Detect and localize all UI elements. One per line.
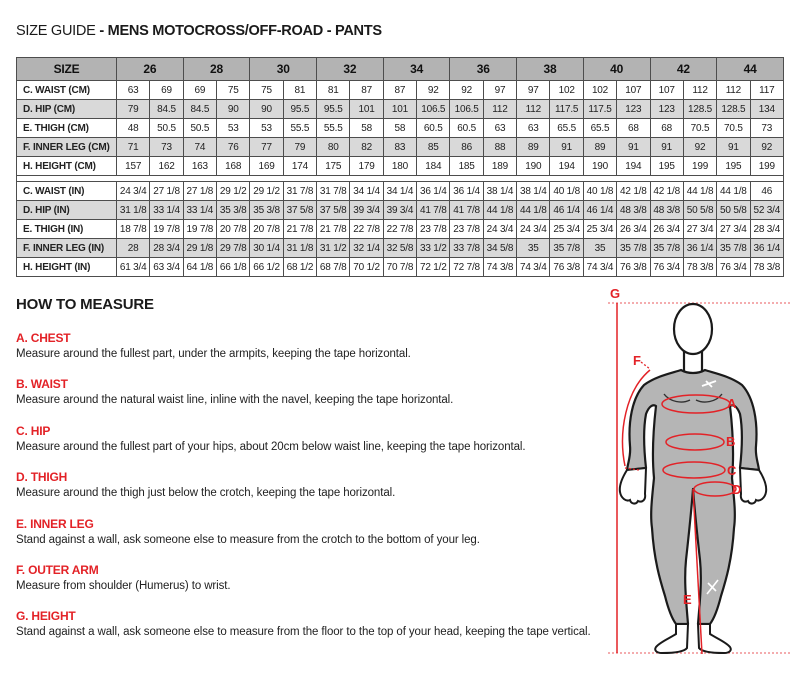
size-value-cell: 33 1/2	[417, 239, 450, 258]
size-value-cell: 194	[550, 157, 583, 176]
size-value-cell: 31 1/8	[117, 201, 150, 220]
size-value-cell: 22 7/8	[383, 220, 416, 239]
table-row	[17, 157, 784, 176]
size-value-cell: 35 7/8	[717, 239, 750, 258]
measure-section-label: E. INNER LEG	[16, 516, 94, 531]
size-header-26: 26	[117, 58, 184, 81]
row-label: E. THIGH (IN)	[17, 220, 117, 239]
size-value-cell: 112	[483, 100, 516, 119]
size-value-cell: 61 3/4	[117, 258, 150, 277]
size-value-cell: 68 1/2	[283, 258, 316, 277]
size-value-cell: 107	[617, 81, 650, 100]
size-value-cell: 92	[750, 138, 783, 157]
size-value-cell: 18 7/8	[117, 220, 150, 239]
size-value-cell: 162	[150, 157, 183, 176]
size-value-cell: 64 1/8	[183, 258, 216, 277]
measure-section	[16, 424, 616, 454]
size-value-cell: 44 1/8	[483, 201, 516, 220]
measure-section	[16, 377, 616, 407]
figure-label-height: G	[610, 286, 621, 301]
size-header-36: 36	[450, 58, 517, 81]
size-value-cell: 73	[750, 119, 783, 138]
size-header-40: 40	[583, 58, 650, 81]
size-value-cell: 91	[650, 138, 683, 157]
size-value-cell: 81	[283, 81, 316, 100]
size-value-cell: 36 1/4	[683, 239, 716, 258]
figure-label-chest: A	[727, 396, 737, 411]
size-value-cell: 128.5	[683, 100, 716, 119]
size-value-cell: 66 1/8	[217, 258, 250, 277]
size-value-cell: 69	[150, 81, 183, 100]
size-value-cell: 30 1/4	[250, 239, 283, 258]
size-value-cell: 184	[417, 157, 450, 176]
size-value-cell: 65.5	[583, 119, 616, 138]
size-value-cell: 46 1/4	[550, 201, 583, 220]
size-value-cell: 90	[217, 100, 250, 119]
size-value-cell: 55.5	[283, 119, 316, 138]
measure-section-label: G. HEIGHT	[16, 609, 76, 624]
size-value-cell: 112	[717, 81, 750, 100]
row-label: H. HEIGHT (IN)	[17, 258, 117, 277]
size-value-cell: 52 3/4	[750, 201, 783, 220]
size-value-cell: 24 3/4	[483, 220, 516, 239]
size-value-cell: 95.5	[317, 100, 350, 119]
size-value-cell: 63	[117, 81, 150, 100]
size-value-cell: 48 3/8	[617, 201, 650, 220]
size-value-cell: 102	[583, 81, 616, 100]
size-value-cell: 21 7/8	[283, 220, 316, 239]
size-value-cell: 91	[717, 138, 750, 157]
measure-section	[16, 563, 616, 593]
size-value-cell: 35	[517, 239, 550, 258]
size-value-cell: 175	[317, 157, 350, 176]
size-corner-header: SIZE	[17, 58, 117, 81]
size-value-cell: 24 3/4	[517, 220, 550, 239]
measurement-figure	[586, 282, 798, 677]
size-value-cell: 77	[250, 138, 283, 157]
size-value-cell: 35 3/8	[250, 201, 283, 220]
size-value-cell: 84.5	[150, 100, 183, 119]
size-value-cell: 86	[450, 138, 483, 157]
size-value-cell: 134	[750, 100, 783, 119]
how-to-measure-sections	[16, 331, 616, 640]
size-value-cell: 112	[517, 100, 550, 119]
size-value-cell: 78 3/8	[683, 258, 716, 277]
size-value-cell: 91	[550, 138, 583, 157]
table-row	[17, 201, 784, 220]
size-value-cell: 92	[450, 81, 483, 100]
size-value-cell: 101	[350, 100, 383, 119]
size-value-cell: 80	[317, 138, 350, 157]
size-value-cell: 63 3/4	[150, 258, 183, 277]
size-value-cell: 29 1/8	[183, 239, 216, 258]
size-value-cell: 53	[250, 119, 283, 138]
size-value-cell: 185	[450, 157, 483, 176]
row-label: D. HIP (CM)	[17, 100, 117, 119]
size-value-cell: 112	[683, 81, 716, 100]
size-value-cell: 31 1/2	[317, 239, 350, 258]
size-value-cell: 35 3/8	[217, 201, 250, 220]
size-value-cell: 53	[217, 119, 250, 138]
measure-section-text: Stand against a wall, ask someone else to measure from the floor to the top of your head, keeping the tape vertical.	[16, 626, 591, 639]
size-value-cell: 48	[117, 119, 150, 138]
size-value-cell: 36 1/4	[450, 182, 483, 201]
size-table-container	[16, 57, 784, 277]
size-value-cell: 84.5	[183, 100, 216, 119]
size-value-cell: 37 5/8	[283, 201, 316, 220]
measure-section-label: B. WAIST	[16, 377, 68, 392]
size-value-cell: 76 3/4	[717, 258, 750, 277]
size-value-cell: 20 7/8	[250, 220, 283, 239]
size-value-cell: 107	[650, 81, 683, 100]
size-value-cell: 24 3/4	[117, 182, 150, 201]
size-value-cell: 44 1/8	[717, 182, 750, 201]
size-value-cell: 41 7/8	[450, 201, 483, 220]
size-value-cell: 85	[417, 138, 450, 157]
size-value-cell: 63	[483, 119, 516, 138]
measure-section-label: A. CHEST	[16, 331, 71, 345]
size-value-cell: 39 3/4	[350, 201, 383, 220]
size-value-cell: 174	[283, 157, 316, 176]
size-value-cell: 68	[617, 119, 650, 138]
size-value-cell: 55.5	[317, 119, 350, 138]
size-value-cell: 26 3/4	[650, 220, 683, 239]
row-label: D. HIP (IN)	[17, 201, 117, 220]
size-value-cell: 50 5/8	[683, 201, 716, 220]
row-label: E. THIGH (CM)	[17, 119, 117, 138]
size-value-cell: 28 3/4	[750, 220, 783, 239]
size-value-cell: 50.5	[183, 119, 216, 138]
size-value-cell: 50 5/8	[717, 201, 750, 220]
size-value-cell: 79	[117, 100, 150, 119]
figure-label-waist: B	[726, 434, 736, 449]
size-header-32: 32	[317, 58, 384, 81]
size-value-cell: 75	[217, 81, 250, 100]
measure-section	[16, 609, 616, 639]
size-value-cell: 36 1/4	[750, 239, 783, 258]
size-value-cell: 63	[517, 119, 550, 138]
size-value-cell: 33 1/4	[183, 201, 216, 220]
measure-section	[16, 331, 616, 361]
size-value-cell: 76 3/4	[650, 258, 683, 277]
table-row	[17, 81, 784, 100]
figure-foot-right	[698, 624, 731, 653]
size-value-cell: 70.5	[717, 119, 750, 138]
figure-label-inner-leg: E	[683, 592, 692, 607]
size-value-cell: 81	[317, 81, 350, 100]
size-value-cell: 72 1/2	[417, 258, 450, 277]
size-value-cell: 19 7/8	[150, 220, 183, 239]
size-value-cell: 72 7/8	[450, 258, 483, 277]
figure-hand-right	[740, 468, 766, 504]
size-value-cell: 40 1/8	[583, 182, 616, 201]
size-header-38: 38	[517, 58, 584, 81]
size-value-cell: 60.5	[450, 119, 483, 138]
table-row	[17, 119, 784, 138]
size-value-cell: 199	[683, 157, 716, 176]
table-header-row	[17, 58, 784, 81]
size-value-cell: 34 5/8	[483, 239, 516, 258]
size-value-cell: 195	[650, 157, 683, 176]
size-value-cell: 195	[717, 157, 750, 176]
size-value-cell: 179	[350, 157, 383, 176]
body-diagram	[586, 282, 798, 677]
size-value-cell: 20 7/8	[217, 220, 250, 239]
size-value-cell: 189	[483, 157, 516, 176]
measure-section	[16, 517, 616, 547]
size-value-cell: 38 1/4	[483, 182, 516, 201]
size-table	[16, 57, 784, 277]
size-value-cell: 190	[583, 157, 616, 176]
size-value-cell: 35 7/8	[617, 239, 650, 258]
size-value-cell: 48 3/8	[650, 201, 683, 220]
size-value-cell: 27 1/8	[183, 182, 216, 201]
size-value-cell: 92	[417, 81, 450, 100]
size-value-cell: 69	[183, 81, 216, 100]
size-value-cell: 32 5/8	[383, 239, 416, 258]
size-value-cell: 21 7/8	[317, 220, 350, 239]
size-value-cell: 66 1/2	[250, 258, 283, 277]
size-value-cell: 60.5	[417, 119, 450, 138]
size-value-cell: 83	[383, 138, 416, 157]
size-value-cell: 106.5	[450, 100, 483, 119]
size-value-cell: 39 3/4	[383, 201, 416, 220]
table-row	[17, 138, 784, 157]
size-value-cell: 190	[517, 157, 550, 176]
size-header-28: 28	[183, 58, 250, 81]
size-value-cell: 65.5	[550, 119, 583, 138]
size-value-cell: 90	[250, 100, 283, 119]
size-value-cell: 117	[750, 81, 783, 100]
size-value-cell: 76	[217, 138, 250, 157]
row-label: C. WAIST (IN)	[17, 182, 117, 201]
size-value-cell: 44 1/8	[683, 182, 716, 201]
size-value-cell: 31 7/8	[283, 182, 316, 201]
size-value-cell: 35 7/8	[650, 239, 683, 258]
size-value-cell: 46	[750, 182, 783, 201]
size-value-cell: 26 3/4	[617, 220, 650, 239]
page-title-prefix: SIZE GUIDE	[16, 22, 100, 39]
size-value-cell: 70 7/8	[383, 258, 416, 277]
size-value-cell: 79	[283, 138, 316, 157]
measure-section	[16, 470, 616, 500]
size-value-cell: 76 3/8	[617, 258, 650, 277]
size-value-cell: 73	[150, 138, 183, 157]
size-value-cell: 117.5	[550, 100, 583, 119]
size-value-cell: 35	[583, 239, 616, 258]
size-value-cell: 27 1/8	[150, 182, 183, 201]
figure-hand-left	[620, 468, 646, 504]
size-value-cell: 34 1/4	[383, 182, 416, 201]
table-row	[17, 239, 784, 258]
table-row	[17, 258, 784, 277]
size-value-cell: 28 3/4	[150, 239, 183, 258]
table-row	[17, 100, 784, 119]
size-value-cell: 123	[617, 100, 650, 119]
figure-head	[674, 304, 712, 354]
size-value-cell: 87	[350, 81, 383, 100]
outer-arm-dash-top	[641, 362, 650, 369]
size-header-34: 34	[383, 58, 450, 81]
size-value-cell: 38 1/4	[517, 182, 550, 201]
size-value-cell: 95.5	[283, 100, 316, 119]
size-value-cell: 74 3/4	[517, 258, 550, 277]
size-value-cell: 27 3/4	[717, 220, 750, 239]
size-value-cell: 29 7/8	[217, 239, 250, 258]
size-value-cell: 23 7/8	[450, 220, 483, 239]
size-value-cell: 87	[383, 81, 416, 100]
size-value-cell: 194	[617, 157, 650, 176]
size-value-cell: 28	[117, 239, 150, 258]
page-title	[16, 22, 382, 39]
size-value-cell: 70 1/2	[350, 258, 383, 277]
size-value-cell: 31 1/8	[283, 239, 316, 258]
size-value-cell: 68	[650, 119, 683, 138]
row-label: H. HEIGHT (CM)	[17, 157, 117, 176]
size-value-cell: 32 1/4	[350, 239, 383, 258]
how-to-measure-heading: HOW TO MEASURE	[16, 296, 154, 313]
measure-section-text: Measure around the fullest part of your hips, about 20cm below waist line, keeping the tape horizontal.	[16, 440, 526, 453]
measure-section-text: Stand against a wall, ask someone else to measure from the crotch to the bottom of your leg.	[16, 533, 480, 546]
size-value-cell: 36 1/4	[417, 182, 450, 201]
size-value-cell: 58	[383, 119, 416, 138]
size-value-cell: 19 7/8	[183, 220, 216, 239]
size-value-cell: 82	[350, 138, 383, 157]
measure-section-text: Measure around the thigh just below the crotch, keeping the tape horizontal.	[16, 487, 396, 500]
size-value-cell: 50.5	[150, 119, 183, 138]
size-value-cell: 22 7/8	[350, 220, 383, 239]
size-value-cell: 68 7/8	[317, 258, 350, 277]
size-value-cell: 75	[250, 81, 283, 100]
size-value-cell: 89	[583, 138, 616, 157]
size-value-cell: 106.5	[417, 100, 450, 119]
table-row	[17, 182, 784, 201]
size-value-cell: 71	[117, 138, 150, 157]
how-to-measure	[16, 296, 616, 656]
size-value-cell: 34 1/4	[350, 182, 383, 201]
size-value-cell: 33 7/8	[450, 239, 483, 258]
figure-label-outer-arm: F	[633, 353, 641, 368]
size-value-cell: 23 7/8	[417, 220, 450, 239]
size-value-cell: 123	[650, 100, 683, 119]
size-value-cell: 169	[250, 157, 283, 176]
size-value-cell: 37 5/8	[317, 201, 350, 220]
table-row	[17, 220, 784, 239]
size-value-cell: 29 1/2	[217, 182, 250, 201]
size-value-cell: 76 3/8	[550, 258, 583, 277]
row-label: F. INNER LEG (IN)	[17, 239, 117, 258]
measure-section-text: Measure around the fullest part, under the armpits, keeping the tape horizontal.	[16, 348, 411, 360]
size-value-cell: 33 1/4	[150, 201, 183, 220]
size-value-cell: 128.5	[717, 100, 750, 119]
size-value-cell: 41 7/8	[417, 201, 450, 220]
size-header-42: 42	[650, 58, 717, 81]
size-value-cell: 163	[183, 157, 216, 176]
size-value-cell: 58	[350, 119, 383, 138]
size-value-cell: 97	[483, 81, 516, 100]
size-value-cell: 70.5	[683, 119, 716, 138]
measure-section-label: D. THIGH	[16, 470, 68, 485]
size-value-cell: 31 7/8	[317, 182, 350, 201]
size-header-44: 44	[717, 58, 784, 81]
measure-section-label: F. OUTER ARM	[16, 562, 99, 577]
size-value-cell: 74 3/8	[483, 258, 516, 277]
size-value-cell: 42 1/8	[650, 182, 683, 201]
size-value-cell: 74	[183, 138, 216, 157]
figure-foot-left	[655, 624, 688, 653]
size-value-cell: 25 3/4	[550, 220, 583, 239]
size-value-cell: 74 3/4	[583, 258, 616, 277]
size-value-cell: 199	[750, 157, 783, 176]
size-value-cell: 92	[683, 138, 716, 157]
size-value-cell: 46 1/4	[583, 201, 616, 220]
row-label: C. WAIST (CM)	[17, 81, 117, 100]
figure-label-hip: C	[727, 463, 737, 478]
size-value-cell: 44 1/8	[517, 201, 550, 220]
size-value-cell: 91	[617, 138, 650, 157]
size-value-cell: 27 3/4	[683, 220, 716, 239]
row-label: F. INNER LEG (CM)	[17, 138, 117, 157]
size-value-cell: 101	[383, 100, 416, 119]
size-value-cell: 78 3/8	[750, 258, 783, 277]
size-value-cell: 40 1/8	[550, 182, 583, 201]
size-header-30: 30	[250, 58, 317, 81]
measure-section-label: C. HIP	[16, 423, 51, 438]
size-value-cell: 102	[550, 81, 583, 100]
figure-label-thigh: D	[732, 482, 742, 497]
size-value-cell: 88	[483, 138, 516, 157]
page-title-main: - MENS MOTOCROSS/OFF-ROAD - PANTS	[99, 22, 382, 39]
measure-section-text: Measure around the natural waist line, inline with the navel, keeping the tape horizontal.	[16, 394, 454, 407]
measure-section-text: Measure from shoulder (Humerus) to wrist.	[16, 579, 231, 592]
size-value-cell: 157	[117, 157, 150, 176]
size-value-cell: 29 1/2	[250, 182, 283, 201]
size-value-cell: 25 3/4	[583, 220, 616, 239]
size-value-cell: 180	[383, 157, 416, 176]
size-value-cell: 168	[217, 157, 250, 176]
size-value-cell: 35 7/8	[550, 239, 583, 258]
size-value-cell: 42 1/8	[617, 182, 650, 201]
size-value-cell: 117.5	[583, 100, 616, 119]
size-value-cell: 97	[517, 81, 550, 100]
size-value-cell: 89	[517, 138, 550, 157]
